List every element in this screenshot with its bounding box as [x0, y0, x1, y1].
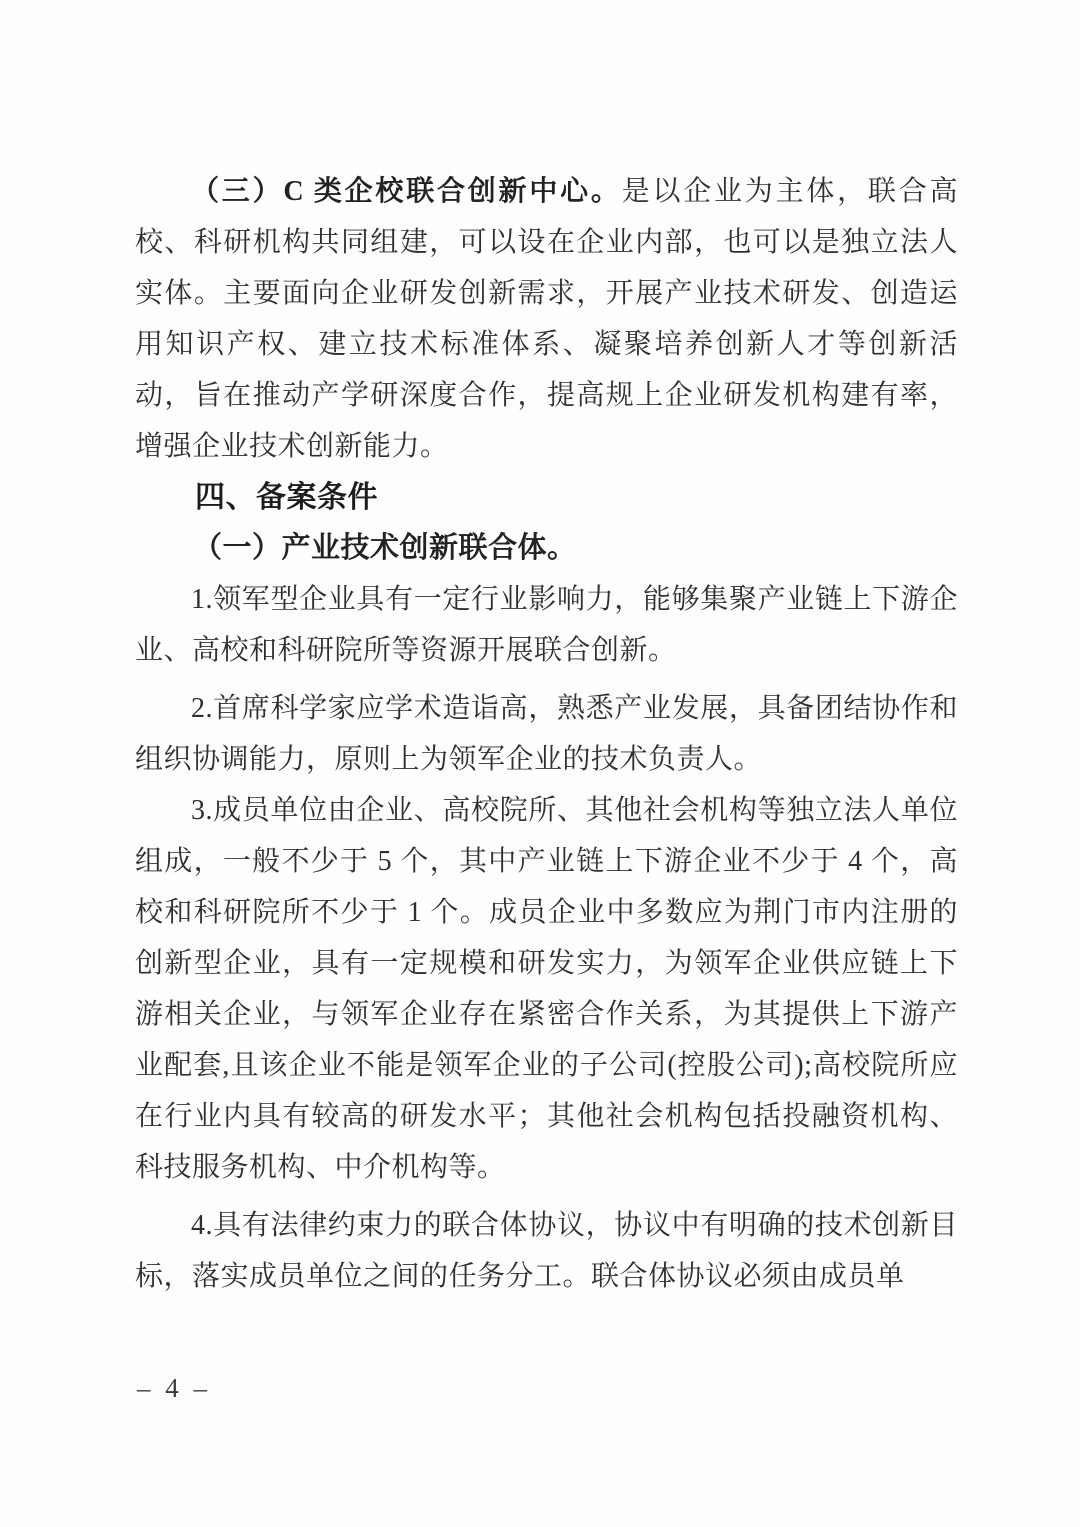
paragraph-condition-3: 3.成员单位由企业、高校院所、其他社会机构等独立法人单位组成，一般不少于 5 个，其中产业链上下游企业不少于 4 个，高校和科研院所不少于 1 个。成员企业中多数应为荆门市内注册的创新型企业，具有一定规模和研发实力，为领军企业供应链上下游相关企业，与领军企业存在紧密合作关系，为其提供上下游产业配套,且该企业不能是领军企业的子公司(控股公司);高校院所应在行业内具有较高的研发水平；其他社会机构包括投融资机构、科技服务机构、中介机构等。 [135, 795, 958, 1183]
subheading-industry-tech-innovation-consortium: （一）产业技术创新联合体。 [193, 532, 577, 564]
heading-section-4-filing-conditions: 四、备案条件 [195, 481, 378, 514]
page-number: – 4 – [137, 1373, 211, 1403]
paragraph-lead-c-class: （三）C 类企校联合创新中心。 [191, 176, 622, 207]
paragraph-condition-2: 2.首席科学家应学术造诣高，熟悉产业发展，具备团结协作和组织协调能力，原则上为领军企业的技术负责人。 [135, 693, 958, 775]
document-body [135, 166, 958, 1302]
paragraph-text-c-class: 是以企业为主体，联合高校、科研机构共同组建，可以设在企业内部，也可以是独立法人实体。主要面向企业研发创新需求，开展产业技术研发、创造运用知识产权、建立技术标准体系、凝聚培养创新人才等创新活动，旨在推动产学研深度合作，提高规上企业研发机构建有率，增强企业技术创新能力。 [135, 176, 958, 462]
paragraph-condition-4: 4.具有法律约束力的联合体协议，协议中有明确的技术创新目标，落实成员单位之间的任务分工。联合体协议必须由成员单 [135, 1210, 958, 1292]
paragraph-condition-1: 1.领军型企业具有一定行业影响力，能够集聚产业链上下游企业、高校和科研院所等资源开展联合创新。 [135, 584, 958, 666]
paragraph-c-class-center [135, 166, 958, 472]
